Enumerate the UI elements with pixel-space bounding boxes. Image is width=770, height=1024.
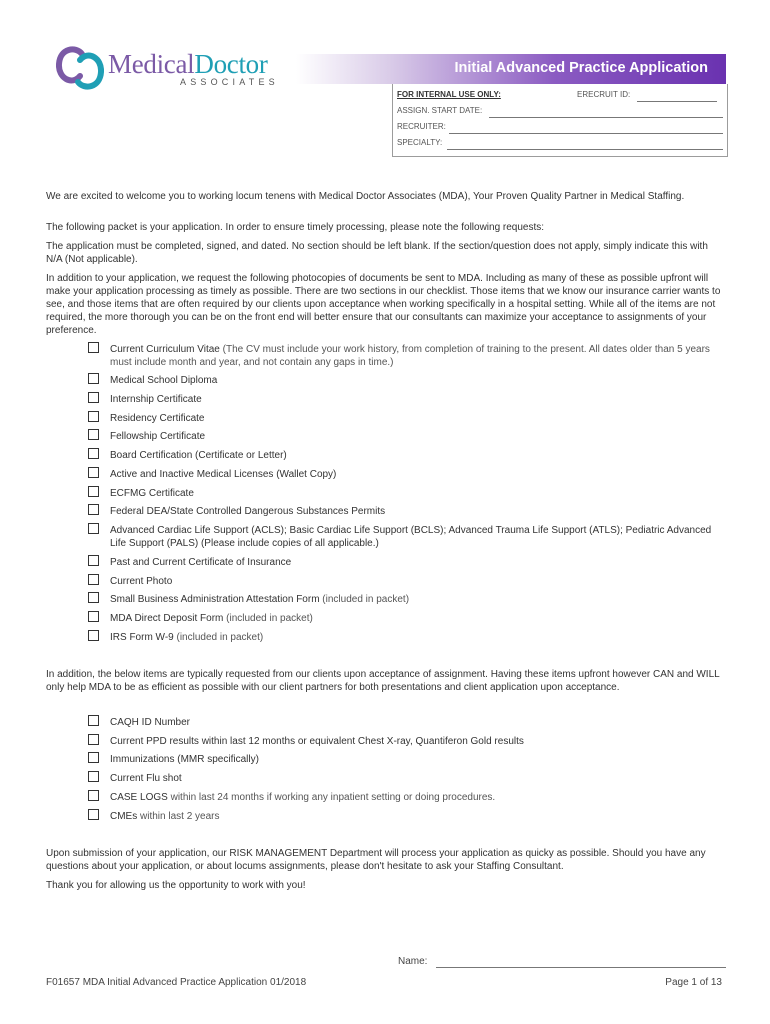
logo-mark-icon — [56, 46, 104, 90]
checkbox[interactable] — [88, 392, 99, 403]
assign-start-field[interactable] — [489, 117, 723, 118]
closing-paragraph: Upon submission of your application, our RISK MANAGEMENT Department will process your application as quicky as possible. Should you have any questions about your application, or about locums assignments, please don't hesitate to ask your Staffing Consultant. — [46, 848, 706, 872]
checkbox[interactable] — [88, 555, 99, 566]
name-field-row — [398, 956, 728, 970]
intro-paragraph-2: The following packet is your application. In order to ensure timely processing, please note the following requests: — [46, 222, 545, 233]
client-items-intro: In addition, the below items are typically requested from our clients upon acceptance of assignment. Having these items upfront however CAN and WILL only help MDA to be as efficient as possible with our client partners for both presentations and client application upon acceptance. — [46, 669, 720, 693]
internal-use-heading: FOR INTERNAL USE ONLY: — [397, 90, 501, 99]
page-number: Page 1 of 13 — [665, 977, 722, 988]
specialty-row — [397, 138, 723, 152]
intro-paragraph-1: We are excited to welcome you to working locum tenens with Medical Doctor Associates (MDA), Your Proven Quality Partner in Medical Staffing. — [46, 191, 685, 202]
logo-wordmark: MedicalDoctor — [108, 49, 268, 79]
checkbox[interactable] — [88, 342, 99, 353]
erecruit-field[interactable] — [637, 101, 717, 102]
checkbox[interactable] — [88, 467, 99, 478]
internal-use-box — [392, 84, 728, 157]
name-label: Name: — [398, 956, 428, 967]
checkbox[interactable] — [88, 523, 99, 534]
intro-paragraph-4: In addition to your application, we request the following photocopies of documents be sent to MDA. Including as many of these as possible upfront will make your application processing as timely as possible. There are two sections in our checklist. Those items that we know our insurance carrier wants to see, and those items that are often required by our clients upon acceptance when working specifically in a hospital setting. While all of the items are not required, the more thorough you can be on the front end will better ensure that our consultants can maximize your acceptance to assignments of your preference. — [46, 273, 721, 336]
recruiter-field[interactable] — [449, 133, 723, 134]
checkbox[interactable] — [88, 630, 99, 641]
checkbox[interactable] — [88, 486, 99, 497]
checkbox[interactable] — [88, 809, 99, 820]
specialty-field[interactable] — [447, 149, 723, 150]
checkbox[interactable] — [88, 411, 99, 422]
page-title: Initial Advanced Practice Application — [454, 60, 708, 76]
recruiter-label: RECRUITER: — [397, 122, 446, 131]
name-field[interactable] — [436, 967, 726, 968]
recruiter-row — [397, 122, 723, 136]
thank-you-text: Thank you for allowing us the opportunity to work with you! — [46, 880, 306, 891]
erecruit-label: ERECRUIT ID: — [577, 90, 631, 99]
checkbox[interactable] — [88, 715, 99, 726]
internal-use-row — [397, 90, 723, 104]
checkbox[interactable] — [88, 574, 99, 585]
checkbox[interactable] — [88, 734, 99, 745]
checkbox[interactable] — [88, 611, 99, 622]
checkbox[interactable] — [88, 592, 99, 603]
intro-paragraph-3: The application must be completed, signed, and dated. No section should be left blank. If the section/question does not apply, simply indicate this with N/A (Not applicable). — [46, 241, 708, 265]
checkbox[interactable] — [88, 504, 99, 515]
title-band — [296, 54, 726, 84]
assign-start-row — [397, 106, 723, 120]
assign-start-label: ASSIGN. START DATE: — [397, 106, 483, 115]
checkbox[interactable] — [88, 429, 99, 440]
checkbox[interactable] — [88, 790, 99, 801]
checkbox[interactable] — [88, 771, 99, 782]
form-id: F01657 MDA Initial Advanced Practice Application 01/2018 — [46, 977, 307, 988]
company-logo — [56, 46, 296, 96]
checkbox[interactable] — [88, 752, 99, 763]
specialty-label: SPECIALTY: — [397, 138, 443, 147]
logo-subtitle: ASSOCIATES — [180, 77, 279, 87]
checkbox[interactable] — [88, 448, 99, 459]
checkbox[interactable] — [88, 373, 99, 384]
